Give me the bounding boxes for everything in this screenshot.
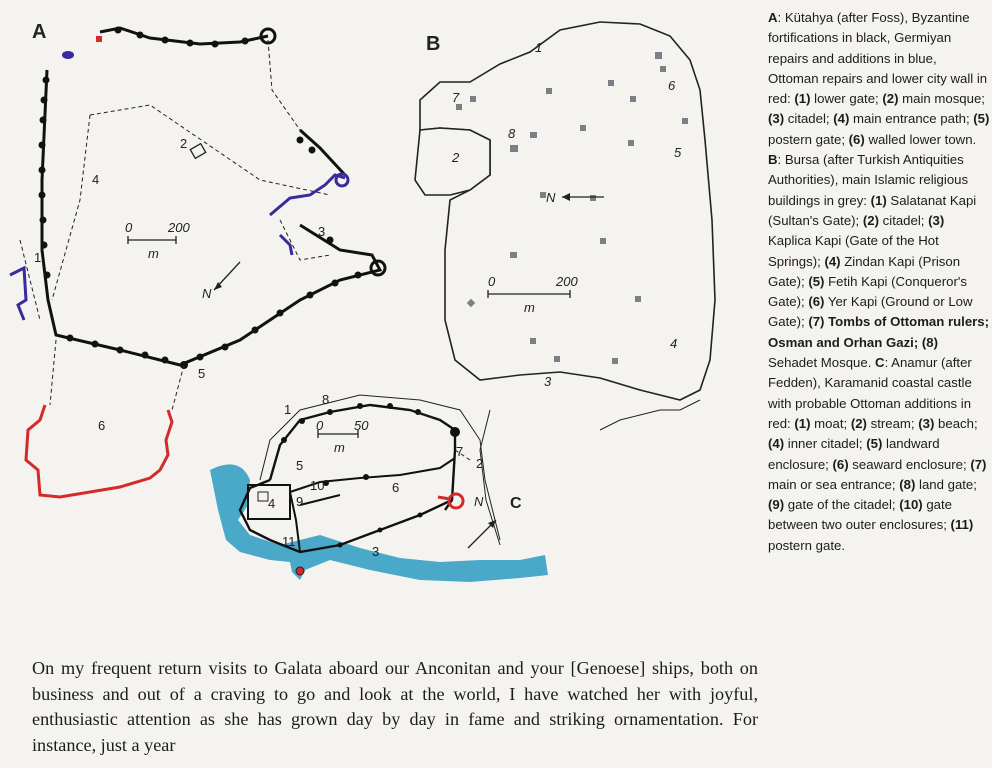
plan-a-scale-value: 200	[168, 220, 190, 235]
caption-text: : Kütahya (after Foss), Byzantine fortifications in black, Germiyan repairs and additions in blue, Ottoman repairs and lower city wall in red:	[768, 10, 988, 107]
caption-text: Salatanat Kapi (Sultan's Gate);	[768, 192, 977, 228]
caption-text: : Anamur (after Fedden), Karamanid coastal castle with probable Ottoman additions in red:	[768, 355, 972, 431]
caption-text: Yer Kapi (Ground or Low Gate);	[768, 294, 973, 330]
plan-c-label-11: 11	[282, 534, 296, 549]
plan-b-label-5: 5	[674, 145, 682, 160]
caption-key: (2)	[862, 212, 879, 228]
plan-a-label-5: 5	[198, 366, 206, 381]
plan-c-label-6: 6	[392, 480, 400, 495]
plan-c-sea	[210, 464, 548, 582]
plan-c-scale-value: 50	[354, 418, 369, 433]
caption-text: main or sea entrance;	[768, 476, 900, 492]
plan-c-scale-bar	[316, 418, 369, 455]
plan-b-riverbank	[600, 400, 700, 430]
plan-b-letter: B	[426, 33, 441, 55]
caption-key: B	[768, 152, 778, 168]
plan-a-germiyan-citadel-walls	[10, 175, 345, 320]
plan-b-north-arrow	[546, 190, 604, 205]
caption-text: inner citadel;	[784, 436, 867, 452]
caption-text: stream;	[866, 415, 919, 431]
caption-key: (3)	[768, 111, 785, 127]
plan-a-bastions	[39, 27, 362, 370]
caption-text: citadel;	[784, 111, 834, 127]
plan-c-postern-marker	[296, 567, 304, 575]
plan-b-scale-value: 200	[556, 274, 578, 289]
plan-c-label-9: 9	[296, 494, 304, 509]
caption-key: (8)	[921, 334, 939, 350]
plan-c-towers	[281, 403, 460, 548]
caption-key: (1)	[870, 192, 887, 208]
plan-c-citadel-keep	[258, 492, 268, 501]
caption-text: gate between two outer enclosures;	[768, 497, 953, 533]
plan-c-label-8: 8	[322, 392, 330, 407]
caption-text: lower gate;	[810, 91, 883, 107]
plan-c-north-label: N	[474, 494, 484, 509]
plan-c-letter: C	[510, 495, 522, 512]
plan-b-scale-unit: m	[524, 300, 535, 315]
caption-key: (1)	[794, 415, 811, 431]
caption-key: A	[768, 10, 778, 25]
plan-b-label-4: 4	[670, 336, 678, 351]
plan-b-scale-zero: 0	[488, 274, 496, 289]
plan-b-label-7: 7	[452, 90, 460, 105]
caption-text: postern gate;	[768, 131, 849, 147]
caption-key: (6)	[848, 131, 865, 147]
plan-c-anamur	[210, 392, 548, 582]
caption-text: land gate;	[915, 476, 977, 492]
plan-c-ottoman-wall	[438, 497, 450, 499]
plan-a-scale-unit: m	[148, 246, 159, 261]
caption-text: Kaplica Kapi (Gate of the Hot Springs);	[768, 233, 939, 269]
body-paragraph: On my frequent return visits to Galata aboard our Anconitan and your [Genoese] ships, both on business and out of a craving to go and look at the world, I have watched her with joyful, enthusiastic attention as she has grown day by day in fame and striking ornamentation. For instance, just a year	[32, 658, 758, 755]
plan-a-scale-zero: 0	[125, 220, 133, 235]
caption-key: (7)	[970, 456, 987, 472]
caption-key: (4)	[768, 436, 785, 452]
plan-c-label-5: 5	[296, 458, 304, 473]
caption-text: citadel;	[879, 212, 929, 228]
caption-text: main mosque;	[898, 91, 985, 107]
caption-key: (2)	[882, 91, 899, 107]
caption-text: walled lower town.	[864, 131, 977, 147]
caption-key: (4)	[824, 253, 841, 269]
caption-key: (3)	[928, 212, 945, 228]
caption-key: (11)	[950, 517, 974, 533]
caption-text: main entrance path;	[849, 111, 974, 127]
body-text	[32, 656, 758, 758]
plan-a-label-3: 3	[318, 224, 326, 239]
caption-key: (9)	[768, 497, 785, 513]
caption-text: : Bursa (after Turkish Antiquities Authorities), main Islamic religious buildings in grey:	[768, 152, 969, 208]
plan-c-label-3: 3	[372, 544, 380, 559]
caption-text: landward enclosure;	[768, 436, 940, 472]
plan-b-north-label: N	[546, 190, 556, 205]
plan-a-north-label: N	[202, 286, 212, 301]
plan-b-label-2: 2	[452, 150, 460, 165]
caption-key: (5)	[866, 436, 883, 452]
plan-c-label-7: 7	[456, 444, 464, 459]
caption-text: beach;	[934, 415, 978, 431]
plan-c-north-arrow	[468, 494, 496, 548]
caption-key: (3)	[918, 415, 935, 431]
caption-text: Sehadet Mosque.	[768, 355, 876, 371]
caption-key: (4)	[833, 111, 850, 127]
figure-caption	[768, 8, 990, 556]
plan-c-label-1: 1	[284, 402, 292, 417]
caption-text: gate of the citadel;	[784, 497, 900, 513]
caption-key: (8)	[899, 476, 916, 492]
caption-text: postern gate.	[768, 537, 845, 553]
caption-key: (2)	[850, 415, 867, 431]
caption-key: (10)	[899, 497, 923, 513]
plan-a-label-6: 6	[98, 418, 106, 433]
plan-c-label-10: 10	[310, 478, 325, 493]
plan-a-north-arrow	[202, 262, 240, 301]
caption-key: (6)	[832, 456, 849, 472]
plan-c-label-2: 2	[476, 456, 484, 471]
caption-text: Zindan Kapi (Prison Gate);	[768, 253, 961, 289]
plan-a-label-4: 4	[92, 172, 100, 187]
plan-a-mosque-icon	[190, 144, 205, 159]
plan-b-label-6: 6	[668, 78, 676, 93]
caption-key: (5)	[808, 273, 825, 289]
plan-b-label-3: 3	[544, 374, 552, 389]
plan-a-scale-bar	[125, 220, 190, 261]
plan-a-red-marker	[96, 36, 102, 42]
plan-b-scale-bar	[488, 274, 578, 315]
caption-key: (7) Tombs of Ottoman rulers; Osman and Orhan Gazi;	[768, 314, 990, 350]
plan-a-germiyan-bastion	[62, 51, 74, 59]
caption-key: C	[875, 355, 885, 371]
caption-key: (1)	[794, 91, 811, 107]
caption-key: (6)	[808, 294, 825, 310]
plan-b-label-1: 1	[535, 40, 543, 55]
plan-a-kutahya	[10, 21, 385, 497]
plan-a-dashed-paths	[20, 40, 330, 320]
plan-c-scale-unit: m	[334, 440, 345, 455]
plan-b-label-8: 8	[508, 126, 516, 141]
caption-text: moat;	[810, 415, 851, 431]
caption-text: seaward enclosure;	[848, 456, 971, 472]
plan-c-label-4: 4	[268, 496, 276, 511]
caption-text: Fetih Kapi (Conqueror's Gate);	[768, 273, 967, 310]
plan-a-label-1: 1	[34, 250, 42, 265]
plan-a-label-2: 2	[180, 136, 188, 151]
plan-c-scale-zero: 0	[316, 418, 324, 433]
plan-b-religious-buildings	[456, 52, 688, 364]
plan-b-bursa	[415, 22, 715, 430]
plan-a-letter: A	[32, 21, 47, 43]
caption-key: (5)	[973, 111, 990, 127]
